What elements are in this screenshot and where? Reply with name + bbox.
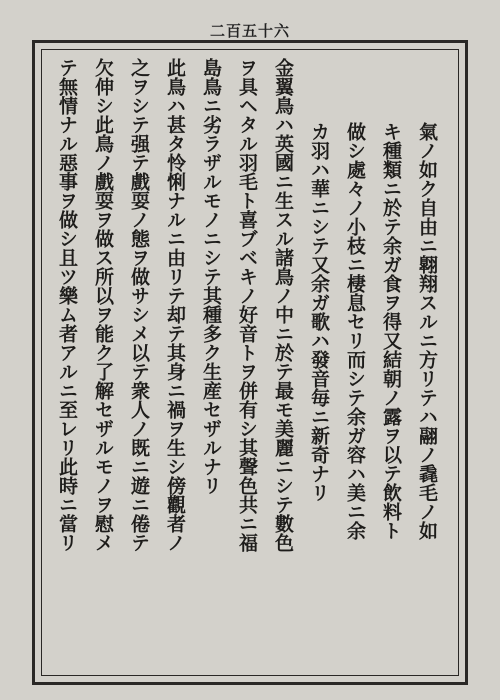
text-column-2: キ種類ニ於テ余ガ食ヲ得又結朝ノ露ヲ以テ飲料ト bbox=[380, 122, 402, 540]
text-column-7: 島鳥ニ劣ラザルモノニシテ其種多ク生産セザルナリ bbox=[200, 58, 222, 495]
text-column-8: 此鳥ハ甚タ怜悧ナルニ由リテ却テ其身ニ禍ヲ生シ傍觀者ノ bbox=[164, 58, 186, 552]
text-column-6: ヲ具ヘタル羽毛ト喜ブベキノ好音トヲ併有シ其聲色共ニ福 bbox=[236, 58, 258, 552]
text-column-11: テ無情ナル惡事ヲ做シ且ツ樂ム者アルニ至レリ此時ニ當リ bbox=[56, 58, 78, 552]
text-column-5: 金翼鳥ハ英國ニ生スル諸鳥ノ中ニ於テ最モ美麗ニシテ數色 bbox=[272, 58, 294, 552]
text-column-3: 做シ處々ノ小枝ニ棲息セリ而シテ余ガ容ハ美ニ余 bbox=[344, 122, 366, 540]
text-column-4: カ羽ハ華ニシテ又余ガ歌ハ發音毎ニ新奇ナリ bbox=[308, 122, 330, 502]
text-column-10: 欠伸シ此鳥ノ戲耍ヲ做ス所以ヲ能ク了解セザルモノヲ慰メ bbox=[92, 58, 114, 552]
page-number: 二百五十六 bbox=[209, 22, 290, 40]
text-column-9: 之ヲシテ强テ戲耍ノ態ヲ做サシメ以テ衆人ノ既ニ遊ニ倦テ bbox=[128, 58, 150, 552]
text-column-1: 氣ノ如ク自由ニ翺翔スルニ方リテハ翮ノ毳毛ノ如 bbox=[416, 122, 438, 540]
vertical-text-body bbox=[50, 58, 444, 672]
